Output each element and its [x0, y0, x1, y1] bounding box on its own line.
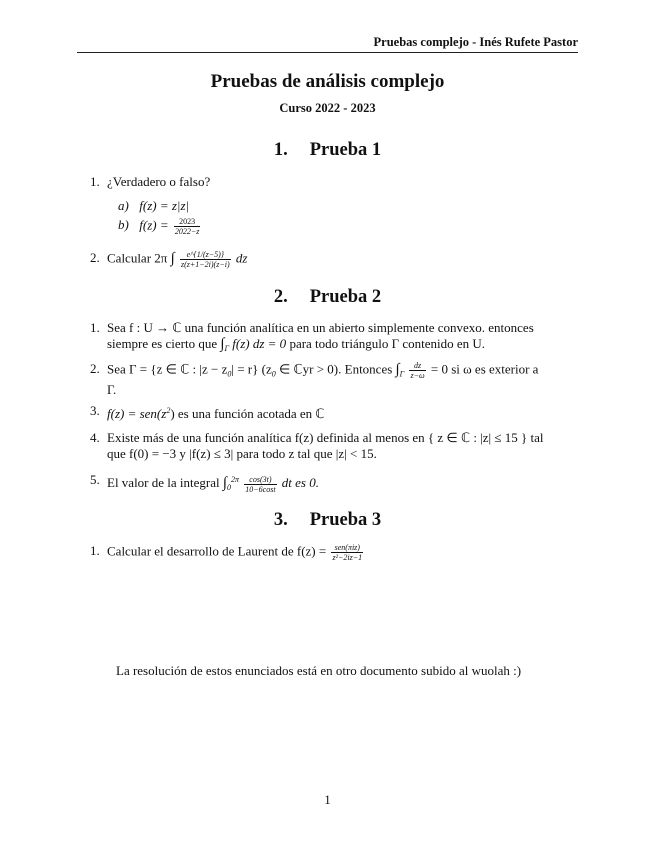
s1-subitem-a: [118, 198, 189, 214]
item-prefix: El valor de la integral: [107, 475, 220, 490]
fraction-denominator: z−ω: [410, 371, 425, 380]
item-number: 5.: [90, 472, 100, 487]
item-line-1: Sea f : U → ℂ una función analítica en un abierto simplemente convexo. entonces: [107, 320, 534, 335]
integral-sign: ∫: [170, 250, 175, 267]
section-number: 3.: [273, 510, 288, 530]
fraction: [174, 217, 201, 236]
integral-sign: ∫: [222, 475, 227, 491]
item-line-2: Γ.: [107, 382, 117, 398]
s1-subitem-b: [118, 217, 202, 236]
integral-domain: Γ: [224, 344, 230, 353]
integral-expression: f(z) dz = 0: [232, 336, 287, 351]
subscript-zero: 0: [227, 369, 232, 379]
item-line-1c: ∈ ℂyr > 0). Entonces: [275, 361, 393, 377]
fraction-denominator: 10−6cost: [245, 484, 276, 494]
section-title: Prueba 1: [309, 140, 382, 160]
item-text: [107, 361, 580, 398]
item-line-1a: Sea Γ = {z ∈ ℂ : |z − z: [107, 361, 228, 377]
item-text: ¿Verdadero o falso?: [107, 174, 211, 189]
fraction-numerator: cos(3t): [244, 475, 276, 485]
item-text: [107, 472, 580, 496]
header-rule: [77, 52, 578, 53]
item-number: 2.: [90, 250, 100, 265]
superscript-two: 2: [166, 406, 171, 415]
item-text: [107, 543, 580, 562]
integral-sign: ∫: [220, 336, 225, 352]
fraction-denominator: z(z+1−2i)(z−i): [180, 260, 230, 269]
integral-domain: Γ: [399, 369, 405, 379]
item-number: 1.: [90, 174, 100, 189]
subitem-label: b): [118, 217, 129, 233]
fraction-denominator: z²−2iz−1: [332, 553, 363, 562]
integral-lower-limit: 0: [226, 483, 231, 492]
item-text: [107, 430, 580, 462]
section-title: Prueba 3: [309, 510, 382, 530]
subscript-zero: 0: [271, 369, 276, 379]
item-line-2b: para todo triángulo Γ contenido en U.: [289, 336, 486, 351]
item-line-1d: = 0 si ω es exterior a: [430, 361, 539, 377]
item-line-2a: siempre es cierto que: [107, 336, 218, 351]
item-prefix: Calcular 2π: [107, 250, 168, 266]
integral-upper-limit: 2π: [230, 475, 239, 484]
closing-note: La resolución de estos enunciados está en otro documento subido al wuolah :): [116, 663, 522, 678]
fraction-numerator: 2023: [174, 217, 201, 227]
page-number: 1: [324, 792, 331, 807]
fraction-numerator: sen(πiz): [331, 543, 363, 553]
item-number: 3.: [90, 403, 100, 418]
fraction: [244, 475, 276, 494]
item-number: 4.: [90, 430, 100, 445]
item-line-1: Existe más de una función analítica f(z) definida al menos en { z ∈ ℂ : |z| ≤ 15 } tal: [107, 430, 544, 445]
integral-sign: ∫: [395, 361, 400, 378]
item-number: 1.: [90, 543, 100, 558]
document-title: Pruebas de análisis complejo: [210, 71, 445, 92]
item-prefix: Calcular el desarrollo de Laurent de f(z) =: [107, 543, 327, 559]
subitem-expression: f(z) = z|z|: [139, 198, 190, 213]
subitem-expression-lhs: f(z) =: [139, 217, 169, 233]
item-line-2: que f(0) = −3 y |f(z) ≤ 3| para todo z tal que |z| < 15.: [107, 446, 377, 461]
section-1-heading: [0, 140, 655, 161]
fraction-denominator: 2022−z: [174, 227, 200, 236]
item-line-1b: | = r} (z: [231, 361, 272, 377]
item-expression: f(z) = sen(z: [107, 406, 167, 421]
subitem-label: a): [118, 198, 129, 213]
document-subtitle: Curso 2022 - 2023: [279, 101, 376, 115]
section-number: 2.: [273, 287, 288, 307]
item-text: [107, 250, 580, 269]
item-suffix: dz: [235, 250, 248, 266]
fraction: [409, 361, 425, 380]
section-3-heading: [0, 510, 655, 531]
item-suffix: dt es 0.: [281, 475, 319, 490]
section-title: Prueba 2: [309, 287, 382, 307]
item-text: [107, 403, 580, 422]
fraction: [180, 250, 231, 269]
fraction-numerator: e^{1/(z−5)}: [180, 250, 231, 260]
fraction-numerator: dz: [409, 361, 425, 371]
item-number: 1.: [90, 320, 100, 335]
item-rest: ) es una función acotada en ℂ: [170, 406, 325, 421]
running-header: Pruebas complejo - Inés Rufete Pastor: [373, 35, 578, 49]
item-text: [107, 320, 580, 357]
fraction: [331, 543, 363, 562]
item-number: 2.: [90, 361, 100, 376]
section-number: 1.: [273, 140, 288, 160]
section-2-heading: [0, 287, 655, 308]
